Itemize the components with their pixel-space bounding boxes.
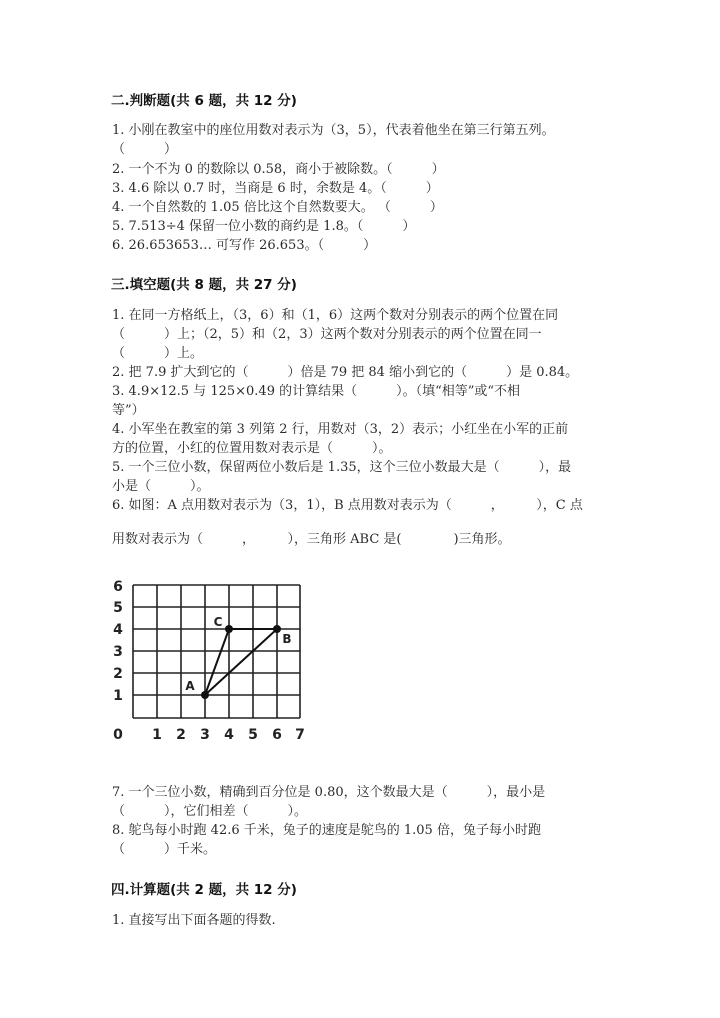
question-line: 1. 小刚在教室中的座位用数对表示为（3，5），代表着他坐在第三行第五列。 [112,123,555,138]
question-line: 2. 一个不为 0 的数除以 0.58，商小于被除数。（ ） [112,162,445,177]
question-line: 3. 4.6 除以 0.7 时，当商是 6 时，余数是 4。（ ） [112,181,439,196]
question-line: 4. 一个自然数的 1.05 倍比这个自然数要大。 （ ） [112,200,443,215]
question-line: 6. 26.653653… 可写作 26.653。（ ） [112,238,377,253]
question-line: 1. 在同一方格纸上，（3，6）和（1，6）这两个数对分别表示的两个位置在同 [112,308,559,323]
coordinate-grid-figure [108,576,308,746]
question-line: 3. 4.9×12.5 与 125×0.49 的计算结果（ ）。（填“相等”或“不相 [112,384,521,399]
svg-text:5: 5 [248,727,258,743]
question-line: 4. 小军坐在教室的第 3 列第 2 行，用数对（3，2）表示；小红坐在小军的正前 [112,422,569,437]
question-line: （ ），它们相差（ ）。 [112,804,308,819]
svg-text:6: 6 [113,579,123,595]
svg-text:6: 6 [272,727,282,743]
svg-text:2: 2 [176,727,186,743]
question-line: （ ）上。 [112,346,204,361]
section-heading-calculation: 四.计算题(共 2 题，共 12 分) [111,882,297,898]
question-line: 方的位置，小红的位置用数对表示是（ ）。 [112,441,392,456]
svg-text:4: 4 [224,727,234,743]
question-line: （ ）上；（2，5）和（2，3）这两个数对分别表示的两个位置在同一 [112,327,542,342]
question-line: 2. 把 7.9 扩大到它的（ ）倍是 79 把 84 缩小到它的（ ）是 0.84。 [112,365,579,380]
question-line: 等”） [112,403,145,418]
question-line: 5. 一个三位小数，保留两位小数后是 1.35，这个三位小数最大是（ ），最 [112,460,572,475]
question-line: 6. 如图：A 点用数对表示为（3，1），B 点用数对表示为（ ， ），C 点 [112,498,583,513]
svg-text:A: A [185,679,195,693]
svg-text:C: C [213,615,223,629]
svg-text:5: 5 [113,600,123,616]
section-heading-fill-in: 三.填空题(共 8 题，共 27 分) [111,277,297,293]
question-line: 7. 一个三位小数，精确到百分位是 0.80，这个数最大是（ ），最小是 [112,785,546,800]
svg-text:B: B [282,632,292,646]
svg-text:7: 7 [295,727,305,743]
question-line: 8. 鸵鸟每小时跑 42.6 千米，兔子的速度是鸵鸟的 1.05 倍，兔子每小时跑 [112,823,541,838]
svg-text:1: 1 [152,727,162,743]
svg-text:0: 0 [113,727,123,743]
svg-text:3: 3 [200,727,210,743]
answer-blank-line: （ ） [112,142,178,157]
question-line: 小是（ ）。 [112,479,210,494]
question-line: 用数对表示为（ ， ），三角形 ABC 是( )三角形。 [112,532,511,547]
question-line: 1. 直接写出下面各题的得数. [112,913,276,928]
question-line: （ ）千米。 [112,842,217,857]
svg-text:2: 2 [113,666,123,682]
svg-text:4: 4 [113,622,123,638]
question-line: 5. 7.513÷4 保留一位小数的商约是 1.8。（ ） [112,219,416,234]
svg-text:3: 3 [113,644,123,660]
section-heading-judgement: 二.判断题(共 6 题，共 12 分) [111,93,297,109]
svg-text:1: 1 [113,688,123,704]
